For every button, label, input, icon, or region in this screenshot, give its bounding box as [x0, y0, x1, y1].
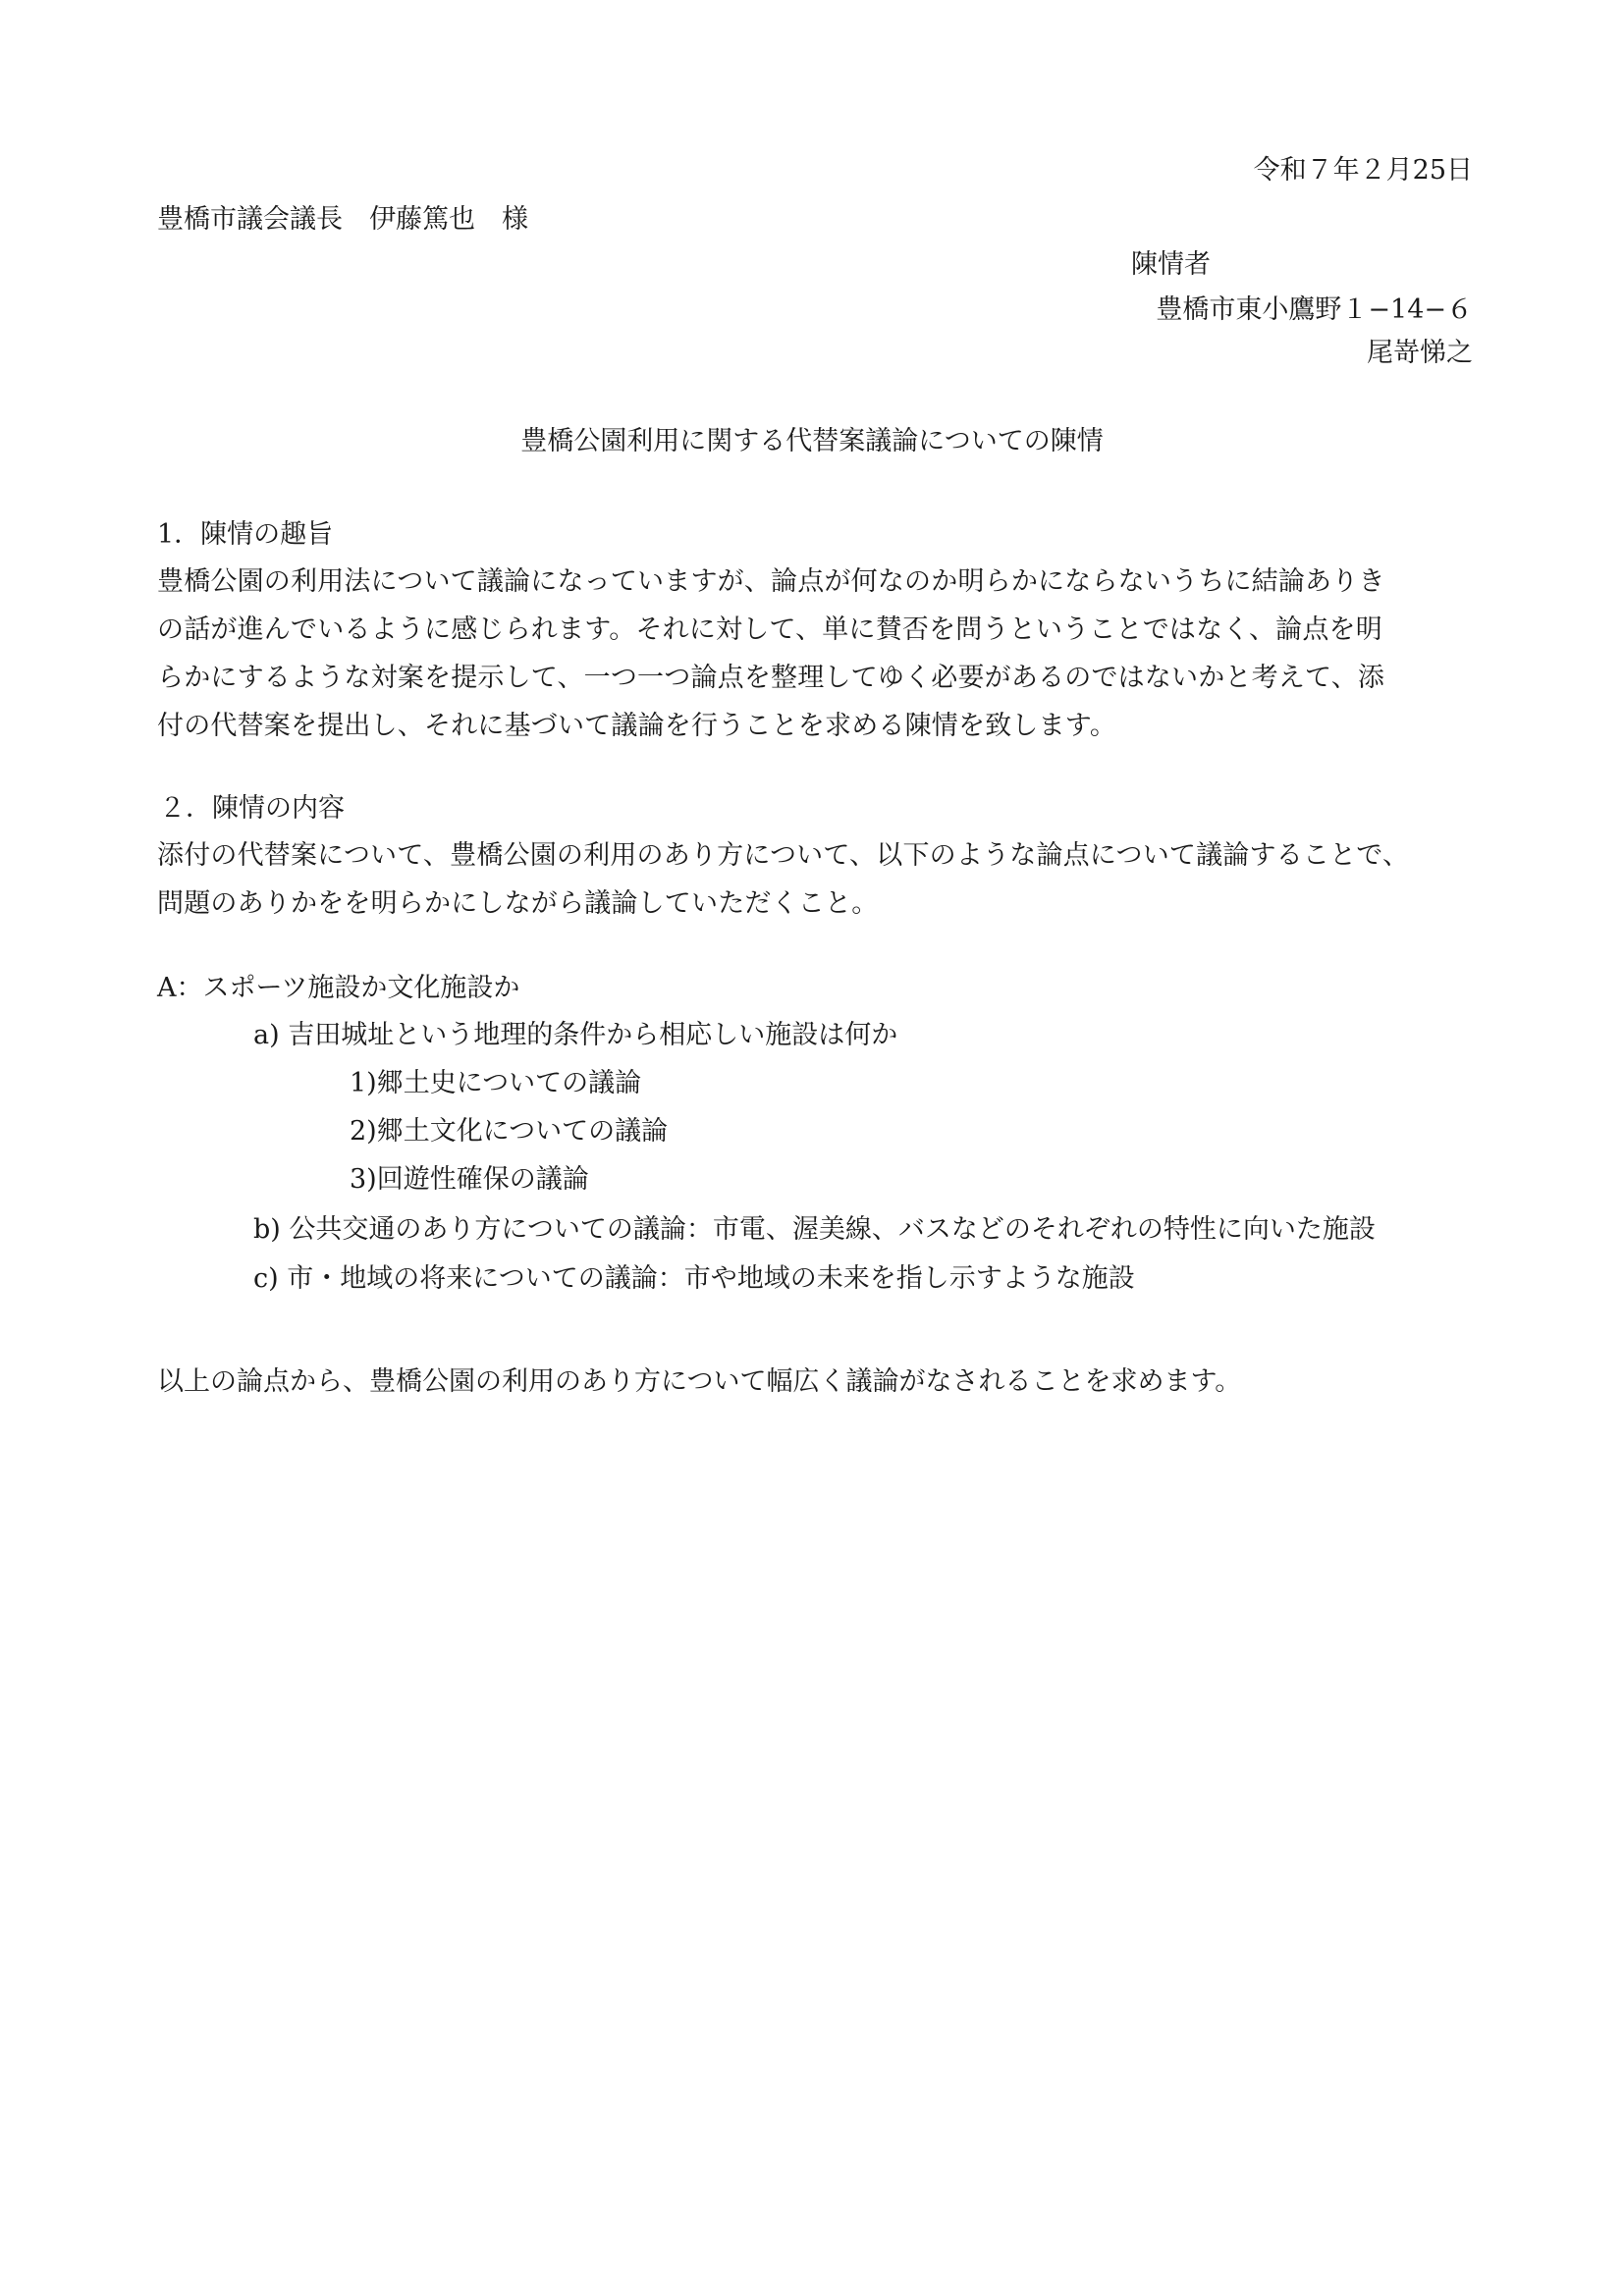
point-a-sub-1: 1)郷土史についての議論 — [350, 1068, 642, 1098]
section1-line: 付の代替案を提出し、それに基づいて議論を行うことを求める陳情を致します。 — [157, 711, 1117, 741]
section1-body — [157, 558, 1473, 750]
petitioner-address: 豊橋市東小鷹野１−14−６ — [1156, 294, 1473, 325]
points-heading: A：スポーツ施設か文化施設か — [157, 973, 520, 1003]
section1-line: の話が進んでいるように感じられます。それに対して、単に賛否を問うということではなく、論点を明 — [157, 614, 1382, 645]
point-a-sub-3: 3)回遊性確保の議論 — [350, 1164, 589, 1195]
petitioner-label: 陳情者 — [1131, 249, 1211, 280]
document-date: 令和７年２月25日 — [1253, 155, 1473, 186]
point-a-sub-2: 2)郷土文化についての議論 — [350, 1116, 669, 1147]
addressee: 豊橋市議会議長 伊藤篤也 様 — [157, 204, 528, 235]
section2-line: 添付の代替案について、豊橋公園の利用のあり方について、以下のような論点について議論することで、 — [157, 840, 1410, 871]
section2-heading: ２．陳情の内容 — [159, 793, 345, 824]
section2-line: 問題のありかをを明らかにしながら議論していただくこと。 — [157, 888, 879, 919]
section1-line: らかにするような対案を提示して、一つ一つ論点を整理してゆく必要があるのではないかと考えて、添 — [157, 663, 1385, 693]
conclusion: 以上の論点から、豊橋公園の利用のあり方について幅広く議論がなされることを求めます。 — [157, 1366, 1242, 1397]
section1-heading: 1．陳情の趣旨 — [157, 519, 334, 550]
point-b: b) 公共交通のあり方についての議論：市電、渥美線、バスなどのそれぞれの特性に向いた施設 — [253, 1214, 1376, 1245]
document-title: 豊橋公園利用に関する代替案議論についての陳情 — [520, 426, 1104, 456]
point-a: a) 吉田城址という地理的条件から相応しい施設は何か — [253, 1020, 898, 1050]
petitioner-name: 尾嵜悌之 — [1367, 338, 1473, 368]
section2-body — [157, 831, 1473, 928]
section1-line: 豊橋公園の利用法について議論になっていますが、論点が何なのか明らかにならないうちに結論ありき — [157, 566, 1385, 597]
point-c: c) 市・地域の将来についての議論：市や地域の未来を指し示すような施設 — [253, 1263, 1135, 1294]
